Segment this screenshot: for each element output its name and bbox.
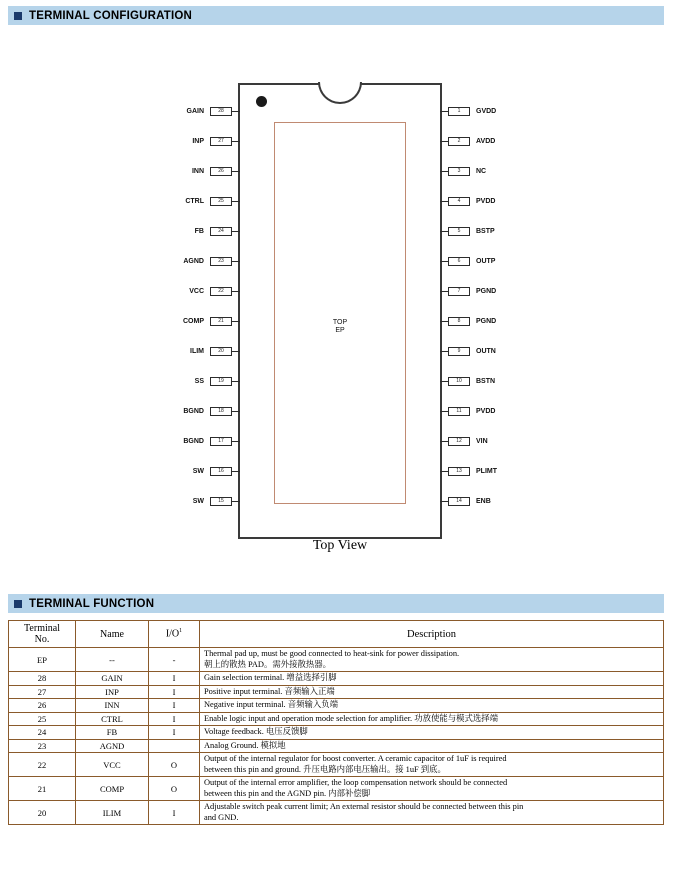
- cell-description: Negative input terminal. 音频输入负端: [200, 699, 664, 713]
- pin-label: CTRL: [185, 198, 204, 205]
- center-label-line2: EP: [335, 327, 345, 334]
- pin-left-18: [168, 406, 240, 417]
- cell-terminal-no: 28: [9, 672, 76, 686]
- cell-name: VCC: [76, 753, 149, 777]
- desc-line2: and GND.: [204, 812, 239, 822]
- pin-left-20: [168, 346, 240, 357]
- cell-io: -: [149, 648, 200, 672]
- pin-number: 24: [210, 227, 232, 236]
- pin-lead: [232, 231, 240, 232]
- cell-description: Gain selection terminal. 增益选择引脚: [200, 672, 664, 686]
- pin-right-1: [440, 106, 520, 117]
- pin-number: 25: [210, 197, 232, 206]
- pin-number: 17: [210, 437, 232, 446]
- pin-lead: [440, 231, 448, 232]
- header-line1: Terminal: [24, 623, 60, 634]
- pin-lead: [232, 441, 240, 442]
- pin-label: OUTN: [476, 348, 496, 355]
- pin-number: 13: [448, 467, 470, 476]
- pin-number: 8: [448, 317, 470, 326]
- cell-terminal-no: 27: [9, 685, 76, 699]
- pin-lead: [232, 171, 240, 172]
- pin-label: NC: [476, 168, 487, 175]
- pin-lead: [440, 201, 448, 202]
- pin-number: 27: [210, 137, 232, 146]
- cell-description: [200, 801, 664, 825]
- pin1-dot-icon: [256, 96, 267, 107]
- cell-io: [149, 739, 200, 753]
- pin-lead: [440, 381, 448, 382]
- pin-number: 18: [210, 407, 232, 416]
- pin-number: 21: [210, 317, 232, 326]
- pin-label: BSTN: [476, 378, 496, 385]
- desc-line2: between this pin and ground. 升压电路内部电压输出。接 1uF 到底。: [204, 764, 446, 774]
- io-text: I/O: [165, 628, 180, 640]
- pin-lead: [232, 141, 240, 142]
- pin-label: GVDD: [476, 108, 497, 115]
- pin-label: SW: [192, 498, 204, 505]
- pin-lead: [440, 441, 448, 442]
- pin-lead: [232, 111, 240, 112]
- header-line2: No.: [34, 634, 50, 645]
- pin-lead: [440, 291, 448, 292]
- pin-lead: [440, 351, 448, 352]
- cell-description: [200, 753, 664, 777]
- desc-line1: Output of the internal regulator for boost converter. A ceramic capacitor of 1uF is required: [204, 754, 507, 763]
- pin-right-3: [440, 166, 520, 177]
- pin-left-23: [168, 256, 240, 267]
- pin-label: PVDD: [476, 408, 496, 415]
- io-footnote-marker: 1: [179, 628, 183, 635]
- cell-io: I: [149, 726, 200, 740]
- pin-label: GAIN: [186, 108, 204, 115]
- pin-number: 28: [210, 107, 232, 116]
- package-diagram: [0, 40, 680, 570]
- cell-description: [200, 777, 664, 801]
- cell-name: GAIN: [76, 672, 149, 686]
- square-bullet-icon: [14, 600, 22, 608]
- pin-label: INP: [192, 138, 204, 145]
- pin-lead: [440, 411, 448, 412]
- pin-lead: [232, 321, 240, 322]
- pin-left-15: [168, 496, 240, 507]
- square-bullet-icon: [14, 12, 22, 20]
- pin-label: SS: [194, 378, 204, 385]
- table-row: [9, 685, 664, 699]
- pin-label: ILIM: [190, 348, 204, 355]
- cell-terminal-no: 23: [9, 739, 76, 753]
- pin-lead: [440, 321, 448, 322]
- pin-number: 12: [448, 437, 470, 446]
- pin-label: AVDD: [476, 138, 496, 145]
- cell-description: [200, 648, 664, 672]
- pin-right-5: [440, 226, 520, 237]
- cell-io: I: [149, 699, 200, 713]
- cell-terminal-no: 25: [9, 712, 76, 726]
- pin-left-21: [168, 316, 240, 327]
- pin-lead: [440, 261, 448, 262]
- cell-name: AGND: [76, 739, 149, 753]
- cell-io: I: [149, 712, 200, 726]
- pin-label: SW: [192, 468, 204, 475]
- desc-line1: Adjustable switch peak current limit; An external resistor should be connected between this pin: [204, 802, 524, 811]
- cell-name: COMP: [76, 777, 149, 801]
- cell-io: O: [149, 777, 200, 801]
- section-title: TERMINAL CONFIGURATION: [29, 9, 193, 22]
- section-header-terminal-configuration: [8, 6, 664, 25]
- pin-label: VIN: [476, 438, 488, 445]
- terminal-function-table: [8, 620, 664, 825]
- cell-name: INP: [76, 685, 149, 699]
- cell-name: FB: [76, 726, 149, 740]
- pin-right-6: [440, 256, 520, 267]
- table-row: [9, 648, 664, 672]
- pin-number: 7: [448, 287, 470, 296]
- pin-lead: [232, 201, 240, 202]
- cell-name: CTRL: [76, 712, 149, 726]
- table-row: [9, 712, 664, 726]
- pin-left-17: [168, 436, 240, 447]
- cell-description: Enable logic input and operation mode selection for amplifier. 功放使能与模式选择端: [200, 712, 664, 726]
- section-title: TERMINAL FUNCTION: [29, 597, 155, 610]
- pin-right-12: [440, 436, 520, 447]
- column-header-name: Name: [76, 621, 149, 648]
- pin-lead: [232, 351, 240, 352]
- pin-number: 16: [210, 467, 232, 476]
- table-row: [9, 699, 664, 713]
- table-row: [9, 672, 664, 686]
- pin-number: 6: [448, 257, 470, 266]
- pin-right-8: [440, 316, 520, 327]
- pin-lead: [232, 411, 240, 412]
- pin-lead: [440, 111, 448, 112]
- pin-left-28: [168, 106, 240, 117]
- pin-label: PLIMT: [476, 468, 497, 475]
- cell-terminal-no: 20: [9, 801, 76, 825]
- pin-number: 9: [448, 347, 470, 356]
- diagram-caption: Top View: [312, 538, 368, 553]
- pin-label: PVDD: [476, 198, 496, 205]
- pin-lead: [232, 291, 240, 292]
- pin-lead: [440, 141, 448, 142]
- cell-name: --: [76, 648, 149, 672]
- pin-label: ENB: [476, 498, 491, 505]
- pin-right-7: [440, 286, 520, 297]
- table-row: [9, 777, 664, 801]
- pin-label: BGND: [183, 438, 204, 445]
- pin-label: PGND: [476, 288, 497, 295]
- desc-line2: between this pin and the AGND pin. 内部补偿脚: [204, 788, 371, 798]
- pin-lead: [440, 171, 448, 172]
- cell-terminal-no: EP: [9, 648, 76, 672]
- desc-line1: Thermal pad up, must be good connected to heat-sink for power dissipation.: [204, 649, 460, 658]
- pin-label: BGND: [183, 408, 204, 415]
- pin-label: FB: [194, 228, 204, 235]
- cell-terminal-no: 26: [9, 699, 76, 713]
- pin-label: OUTP: [476, 258, 496, 265]
- pin-label: VCC: [189, 288, 204, 295]
- desc-line2: 朝上的散热 PAD。需外接散热器。: [204, 659, 331, 669]
- pin-lead: [232, 471, 240, 472]
- pin-right-11: [440, 406, 520, 417]
- cell-description: Voltage feedback. 电压反馈脚: [200, 726, 664, 740]
- pin-right-14: [440, 496, 520, 507]
- pin-label: AGND: [183, 258, 204, 265]
- pin-label: PGND: [476, 318, 497, 325]
- package-center-label: [274, 319, 406, 335]
- cell-description: Positive input terminal. 音频输入正端: [200, 685, 664, 699]
- pin-number: 5: [448, 227, 470, 236]
- pin-number: 26: [210, 167, 232, 176]
- pin-left-27: [168, 136, 240, 147]
- cell-io: I: [149, 672, 200, 686]
- pin-number: 1: [448, 107, 470, 116]
- pin-lead: [232, 501, 240, 502]
- table-row: [9, 739, 664, 753]
- pin-number: 3: [448, 167, 470, 176]
- cell-terminal-no: 24: [9, 726, 76, 740]
- pin-right-2: [440, 136, 520, 147]
- pin-number: 15: [210, 497, 232, 506]
- cell-terminal-no: 21: [9, 777, 76, 801]
- pin-number: 2: [448, 137, 470, 146]
- table-row: [9, 753, 664, 777]
- cell-io: I: [149, 685, 200, 699]
- pin-left-22: [168, 286, 240, 297]
- table-row: [9, 726, 664, 740]
- table-row: [9, 801, 664, 825]
- pin-number: 4: [448, 197, 470, 206]
- pin-left-24: [168, 226, 240, 237]
- cell-name: ILIM: [76, 801, 149, 825]
- pin-label: INN: [191, 168, 204, 175]
- cell-io: O: [149, 753, 200, 777]
- section-header-terminal-function: [8, 594, 664, 613]
- pin-right-13: [440, 466, 520, 477]
- pin-lead: [440, 471, 448, 472]
- table-header-row: [9, 621, 664, 648]
- pin-left-25: [168, 196, 240, 207]
- pin-left-26: [168, 166, 240, 177]
- column-header-io: [149, 621, 200, 648]
- pin-number: 22: [210, 287, 232, 296]
- pin-right-10: [440, 376, 520, 387]
- pin-left-16: [168, 466, 240, 477]
- pin-number: 20: [210, 347, 232, 356]
- pin-number: 19: [210, 377, 232, 386]
- pin-number: 10: [448, 377, 470, 386]
- pin-number: 14: [448, 497, 470, 506]
- column-header-description: Description: [200, 621, 664, 648]
- pin-lead: [232, 381, 240, 382]
- cell-name: INN: [76, 699, 149, 713]
- cell-description: Analog Ground. 模拟地: [200, 739, 664, 753]
- desc-line1: Output of the internal error amplifier, the loop compensation network should be connected: [204, 778, 508, 787]
- pin-number: 11: [448, 407, 470, 416]
- pin-label: BSTP: [476, 228, 495, 235]
- exposed-pad-outline: [274, 122, 406, 504]
- pin-label: COMP: [183, 318, 204, 325]
- pin-right-4: [440, 196, 520, 207]
- pin-number: 23: [210, 257, 232, 266]
- cell-io: I: [149, 801, 200, 825]
- pin-lead: [440, 501, 448, 502]
- cell-terminal-no: 22: [9, 753, 76, 777]
- pin-left-19: [168, 376, 240, 387]
- center-label-line1: TOP: [332, 319, 348, 326]
- pin-right-9: [440, 346, 520, 357]
- pin-lead: [232, 261, 240, 262]
- column-header-terminal-no: [9, 621, 76, 648]
